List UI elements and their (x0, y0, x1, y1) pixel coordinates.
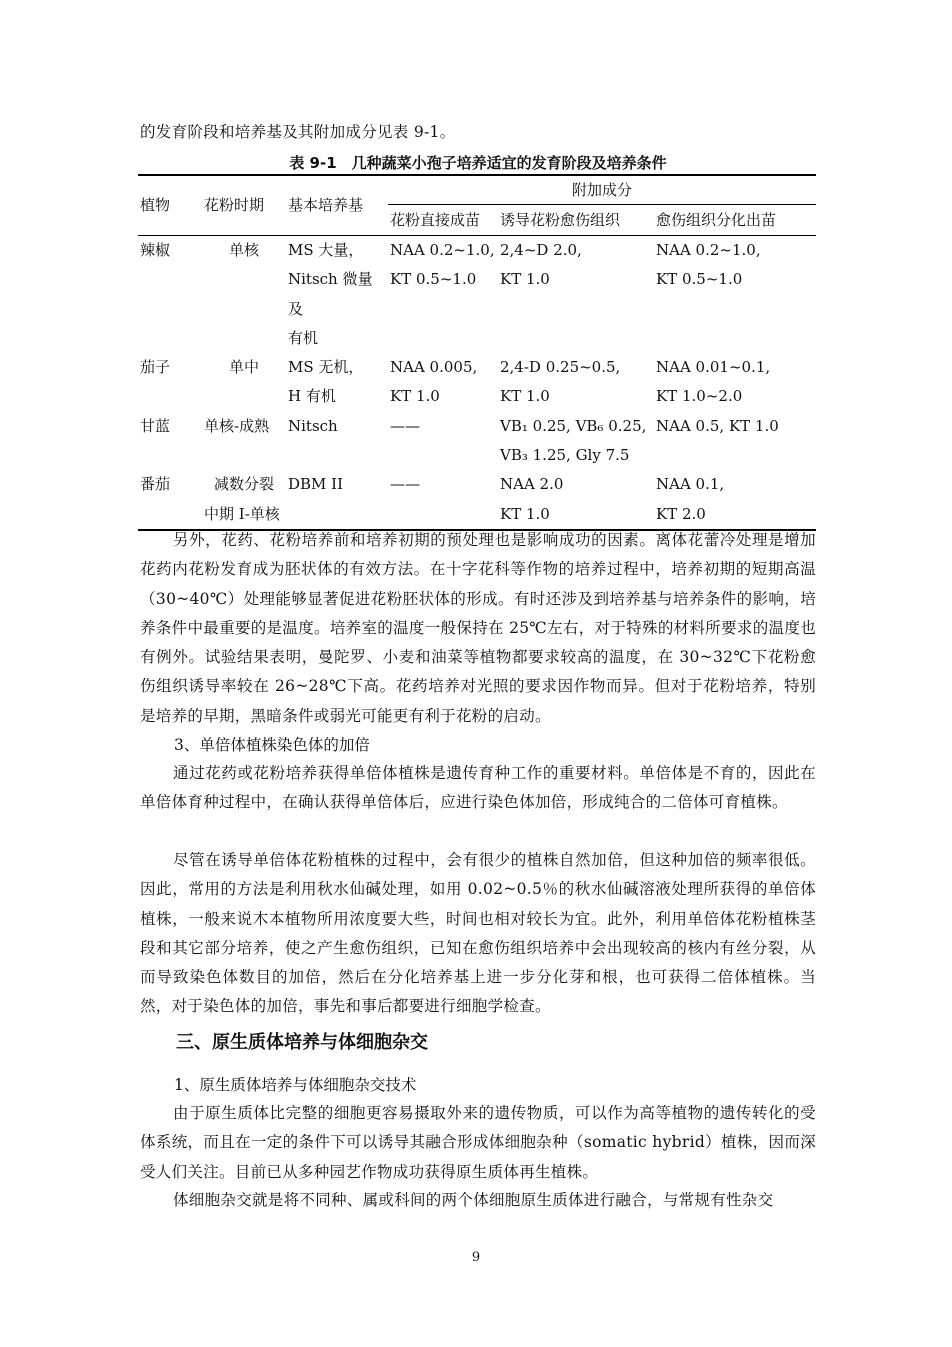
header-medium: 基本培养基 (286, 175, 388, 236)
cell-plant: 茄子 (140, 358, 171, 377)
subheading-protoplast: 1、原生质体培养与体细胞杂交技术 (174, 1076, 417, 1094)
paragraph-colchicine: 尽管在诱导单倍体花粉植株的过程中，会有很少的植株自然加倍，但这种加倍的频率很低。因此，常用的方法是利用秋水仙碱处理，如用 0.02~0.5％的秋水仙碱溶液处理所获得的单倍体植株，一般来说木本植物所用浓度要大些，时间也相对较长为宜。此外，利用单倍体花粉植株茎段和其它部分培养，使之产生愈伤组织，已知在愈伤组织培养中会出现较高的核内有丝分裂，从而导致染色体数目的加倍，然后在分化培养基上进一步分化芽和根，也可获得二倍体植株。当然，对于染色体的加倍，事先和事后都要进行细胞学检查。 (140, 851, 816, 1016)
intro-line: 的发育阶段和培养基及其附加成分见表 9-1。 (140, 123, 456, 141)
cell-line: NAA 0.01~0.1, (656, 358, 771, 377)
cell-direct (388, 236, 498, 354)
cell-diff (654, 236, 816, 354)
cell-line: KT 1.0~2.0 (656, 387, 743, 406)
table-row (138, 412, 816, 471)
cell-medium (286, 470, 388, 530)
cell-line: H 有机 (288, 387, 336, 406)
section-heading: 三、原生质体培养与体细胞杂交 (176, 1032, 428, 1053)
page-number: 9 (471, 1250, 481, 1265)
cell-line: —— (390, 416, 420, 435)
cell-line: NAA 0.2~1.0, (656, 241, 761, 259)
header-plant: 植物 (138, 175, 202, 236)
cell-diff (654, 412, 816, 471)
cell-direct (388, 470, 498, 530)
paragraph-haploid: 通过花药或花粉培养获得单倍体植株是遗传育种工作的重要材料。单倍体是不育的，因此在单倍体育种过程中，在确认获得单倍体后，应进行染色体加倍，形成纯合的二倍体可育植株。 (140, 764, 816, 812)
cell-plant: 番茄 (138, 470, 202, 530)
paragraph-protoplast: 由于原生质体比完整的细胞更容易摄取外来的遗传物质，可以作为高等植物的遗传转化的受体系统，而且在一定的条件下可以诱导其融合形成体细胞杂种（somatic hybrid）植株，因而深受人们关注。目前已从多种园艺作物成功获得原生质体再生植株。 (140, 1104, 816, 1181)
culture-conditions-table (138, 174, 816, 531)
cell-medium (286, 236, 388, 354)
subheading-chromosome-doubling: 3、单倍体植株染色体的加倍 (174, 736, 370, 754)
cell-line: Nitsch (288, 416, 338, 435)
cell-stage: 单核 (202, 236, 286, 354)
cell-callus (498, 470, 654, 530)
cell-line: NAA 0.005, (390, 358, 478, 377)
cell-callus (498, 236, 654, 354)
cell-line: NAA 0.5, KT 1.0 (656, 416, 779, 435)
cell-line: 中期 I-单核 (204, 504, 280, 523)
cell-line: Nitsch 微量及 (288, 270, 373, 318)
cell-direct (388, 412, 498, 471)
paragraph-somatic-hybrid: 体细胞杂交就是将不同种、属或科间的两个体细胞原生质体进行融合，与常规有性杂交 (173, 1191, 774, 1209)
cell-stage (202, 470, 286, 530)
cell-line: VB₃ 1.25, Gly 7.5 (500, 446, 630, 465)
cell-line: KT 1.0 (500, 387, 550, 406)
cell-medium (286, 353, 388, 412)
cell-callus (498, 353, 654, 412)
cell-line: 减数分裂 (213, 475, 274, 494)
cell-plant: 甘蓝 (140, 416, 171, 435)
table-row (138, 236, 816, 354)
cell-line: KT 0.5~1.0 (656, 270, 743, 289)
table-row (138, 470, 816, 530)
cell-diff (654, 353, 816, 412)
header-callus: 诱导花粉愈伤组织 (500, 211, 621, 229)
table-row (138, 353, 816, 412)
cell-line: KT 1.0 (500, 504, 550, 523)
cell-stage: 单中 (228, 358, 259, 377)
cell-line: NAA 0.2~1.0, (390, 241, 495, 259)
header-direct: 花粉直接成苗 (390, 211, 481, 229)
cell-stage: 单核-成熟 (204, 416, 270, 435)
cell-line: NAA 0.1, (656, 475, 725, 494)
cell-line: NAA 2.0 (500, 475, 564, 494)
cell-plant: 辣椒 (138, 236, 202, 354)
cell-line: KT 2.0 (656, 504, 706, 523)
cell-line: MS 无机， (288, 358, 364, 377)
cell-line: MS 大量， (288, 241, 364, 259)
cell-line: DBM II (288, 475, 344, 494)
cell-line: 有机 (288, 328, 319, 347)
header-diff: 愈伤组织分化出苗 (656, 211, 777, 229)
cell-medium (286, 412, 388, 471)
table-title: 表 9-1 几种蔬菜小孢子培养适宜的发育阶段及培养条件 (289, 154, 667, 172)
header-supplement-group: 附加成分 (388, 175, 816, 205)
cell-line: 2,4-D 0.25~0.5, (500, 358, 621, 377)
header-stage: 花粉时期 (202, 175, 286, 236)
cell-diff (654, 470, 816, 530)
cell-line: VB₁ 0.25, VB₆ 0.25, (500, 416, 647, 435)
cell-direct (388, 353, 498, 412)
cell-line: 2,4~D 2.0, (500, 241, 582, 259)
cell-callus (498, 412, 654, 471)
cell-line: KT 1.0 (390, 387, 440, 406)
cell-line: KT 1.0 (500, 270, 550, 289)
paragraph-pretreatment: 另外，花药、花粉培养前和培养初期的预处理也是影响成功的因素。离体花蕾冷处理是增加花药内花粉发育成为胚状体的有效方法。在十字花科等作物的培养过程中，培养初期的短期高温（30~40℃）处理能够显著促进花粉胚状体的形成。有时还涉及到培养基与培养条件的影响，培养条件中最重要的是温度。培养室的温度一般保持在 25℃左右，对于特殊的材料所要求的温度也有例外。试验结果表明，曼陀罗、小麦和油菜等植物都要求较高的温度，在 30~32℃下花粉愈伤组织诱导率较在 26~28℃下高。花药培养对光照的要求因作物而异。但对于花粉培养，特别是培养的早期，黑暗条件或弱光可能更有利于花粉的启动。 (140, 531, 816, 725)
cell-line: KT 0.5~1.0 (390, 270, 477, 289)
cell-line: —— (390, 475, 420, 494)
